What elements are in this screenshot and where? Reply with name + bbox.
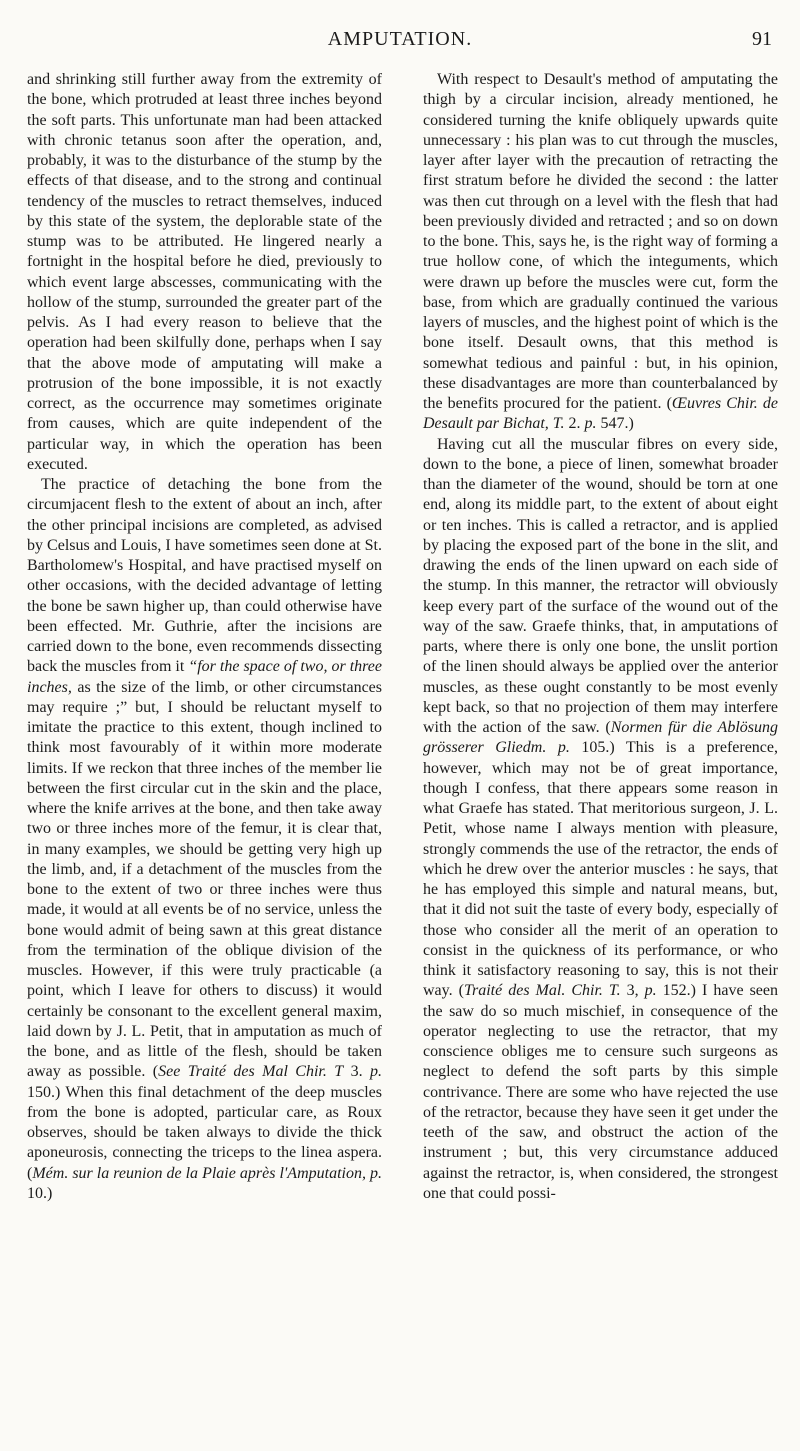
- citation-petit: See Traité des Mal Chir. T: [158, 1063, 344, 1081]
- citation-roux: Mém. sur la reunion de la Plaie après l'Amputation, p.: [32, 1164, 382, 1182]
- left-column: [27, 70, 382, 1204]
- running-title: AMPUTATION.: [327, 28, 473, 50]
- paragraph-desault: With respect to Desault's method of amputating the thigh by a circular incision, already mentioned, he considered turning the knife obliquely upwards quite unnecessary : his plan was to cut through the muscles, layer after layer with the precaution of retracting the first stratum before he divided the second : the latter was then cut through on a level with the flesh that had been previously divided and retracted ; and so on down to the bone. This, says he, is the right way of forming a true hollow cone, of which the integuments, which were drawn up before the muscles were cut, form the base, from which are gradually continued the various layers of muscles, and the highest point of which is the bone itself. Desault owns, that this method is somewhat tedious and painful : but, in his opinion, these disadvantages are more than counterbalanced by the benefits procured for the patient. (Œuvres Chir. de Desault par Bichat, T. 2. p. 547.): [423, 71, 778, 433]
- guthrie-quote: “for the space of two, or three inches,: [27, 658, 382, 696]
- citation-petit-traite: Traité des Mal. Chir. T.: [463, 982, 621, 1000]
- paragraph-bone-detachment: The practice of detaching the bone from the circumjacent flesh to the extent of about an inch, after the other principal incisions are completed, as advised by Celsus and Louis, I have sometimes seen done at St. Bartholomew's Hospital, and have practised myself on other occasions, with the decided advantage of letting the bone be sawn higher up, than could otherwise have been effected. Mr. Guthrie, after the incisions are carried down to the bone, even recommends dissecting back the muscles from it “for the space of two, or three inches, as the size of the limb, or other circumstances may require ;” but, I should be reluctant myself to imitate the practice to this extent, though inclined to think most favourably of it within more moderate limits. If we reckon that three inches of the member lie between the first circular cut in the skin and the place, where the knife arrives at the bone, and then take away two or three inches more of the femur, it is clear that, in many examples, we should be getting very high up the limb, and, if a detachment of the muscles from the bone to the extent of two or three inches were thus made, it would at all events be of no service, unless the bone would admit of being sawn at this great distance from the termination of the oblique division of the muscles. However, if this were truly practicable (a point, which I leave for others to discuss) it would certainly be consonant to the excellent general maxim, laid down by J. L. Petit, that in amputation as much of the bone, and as little of the flesh, should be taken away as possible. (See Traité des Mal Chir. T 3. p. 150.) When this final detachment of the deep muscles from the bone is adopted, particular care, as Roux observes, should be taken always to divide the thick aponeurosis, connecting the triceps to the linea aspera. (Mém. sur la reunion de la Plaie après l'Amputation, p. 10.): [27, 476, 383, 1202]
- citation-graefe: Normen für die Ablösung grösserer Gliedm. p.: [423, 719, 778, 757]
- page-number: 91: [752, 28, 772, 50]
- page-header: [0, 20, 800, 60]
- citation-desault: Œuvres Chir. de Desault par Bichat, T.: [423, 395, 778, 433]
- paragraph-continued: and shrinking still further away from the extremity of the bone, which protruded at least three inches beyond the soft parts. This unfortunate man had been attacked with chronic tetanus soon after the operation, and, probably, it was to the disturbance of the stump by the effects of that disease, and to the strong and continual tendency of the muscles to retract themselves, induced by this state of the system, the deplorable state of the stump was to be attributed. He lingered nearly a fortnight in the hospital before he died, previously to which event large abscesses, communicating with the hollow of the stump, surrounded the greater part of the pelvis. As I had every reason to believe that the operation had been skilfully done, perhaps when I say that the above mode of amputating will make a protrusion of the bone impossible, it is not exactly correct, as the occurrence may sometimes originate from causes, which are quite independent of the particular way, in which the operation has been executed.: [27, 71, 382, 473]
- paragraph-retractor: Having cut all the muscular fibres on every side, down to the bone, a piece of linen, somewhat broader than the diameter of the wound, should be torn at one end, along its middle part, to the extent of about eight or ten inches. This is called a retractor, and is applied by placing the exposed part of the bone in the slit, and drawing the ends of the linen upward on each side of the stump. In this manner, the retractor will obviously keep every part of the surface of the wound out of the way of the saw. Graefe thinks, that, in amputations of parts, where there is only one bone, the unslit portion of the linen should always be applied over the anterior muscles, as these ought constantly to be most evenly kept back, so that no projection of them may interfere with the action of the saw. (Normen für die Ablösung grösserer Gliedm. p. 105.) This is a preference, however, which may not be of great importance, though I confess, that there appears some reason in what Graefe has stated. That meritorious surgeon, J. L. Petit, whose name I always mention with pleasure, strongly commends the use of the retractor, the ends of which he drew over the anterior muscles : he says, that he has employed this simple and natural means, but, that it did not suit the taste of every body, especially of those who consider all the merit of an operation to consist in the quickness of its performance, or who think it satisfactory reasoning to say, this is not their way. (Traité des Mal. Chir. T. 3, p. 152.) I have seen the saw do so much mischief, in consequence of the operator neglecting to use the retractor, that my conscience obliges me to censure such surgeons as neglect to defend the soft parts by this simple contrivance. There are some who have rejected the use of the retractor, because they have seen it get under the teeth of the saw, and obstruct the action of the instrument ; but, this very circumstance adduced against the retractor, is, when considered, the strongest one that could possi-: [423, 435, 779, 1202]
- right-column: [423, 70, 778, 1204]
